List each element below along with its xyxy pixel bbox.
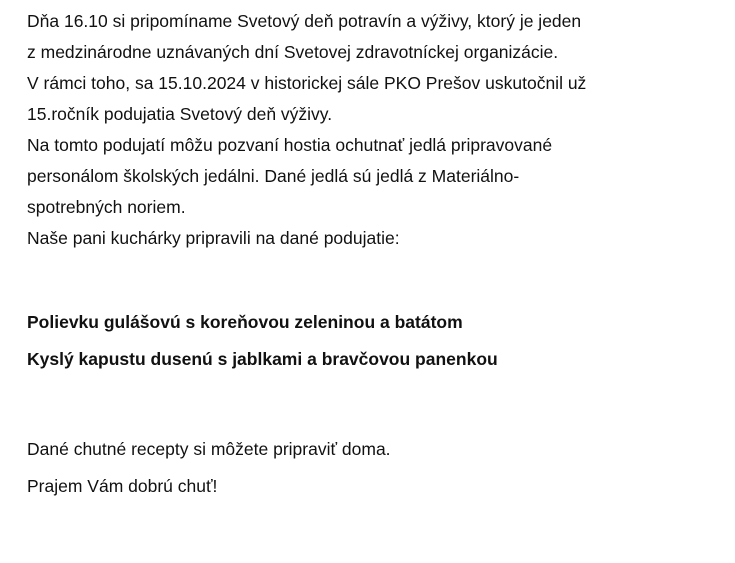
text-line: spotrebných noriem. [27,197,186,217]
text-line: Dňa 16.10 si pripomíname Svetový deň potravín a výživy, ktorý je jeden [27,11,582,31]
paragraph-cooks [27,223,727,254]
text-line: z medzinárodne uznávaných dní Svetovej zdravotníckej organizácie. [27,42,559,62]
closing-line: Prajem Vám dobrú chuť! [27,476,218,496]
blank-line [27,378,727,409]
dish-item: Polievku gulášovú s koreňovou zeleninou a batátom [27,312,463,332]
text-line: personálom školských jedálni. Dané jedlá sú jedlá z Materiálno- [27,166,520,186]
text-line: Naše pani kuchárky pripravili na dané podujatie: [27,228,400,248]
text-line: V rámci toho, sa 15.10.2024 v historickej sále PKO Prešov uskutočnil už [27,73,587,93]
blank-line [27,409,727,431]
dish-list [27,304,727,378]
blank-line [27,285,727,304]
dish-item: Kyslý kapustu dusenú s jablkami a bravčovou panenkou [27,349,498,369]
paragraph-tasting [27,130,727,223]
blank-line [27,254,727,285]
text-line: 15.ročník podujatia Svetový deň výživy. [27,104,333,124]
article-body [27,6,727,505]
text-line: Na tomto podujatí môžu pozvaní hostia ochutnať jedlá pripravované [27,135,553,155]
paragraph-event [27,68,727,130]
closing-section [27,431,727,505]
closing-line: Dané chutné recepty si môžete pripraviť doma. [27,439,391,459]
paragraph-intro [27,6,727,68]
